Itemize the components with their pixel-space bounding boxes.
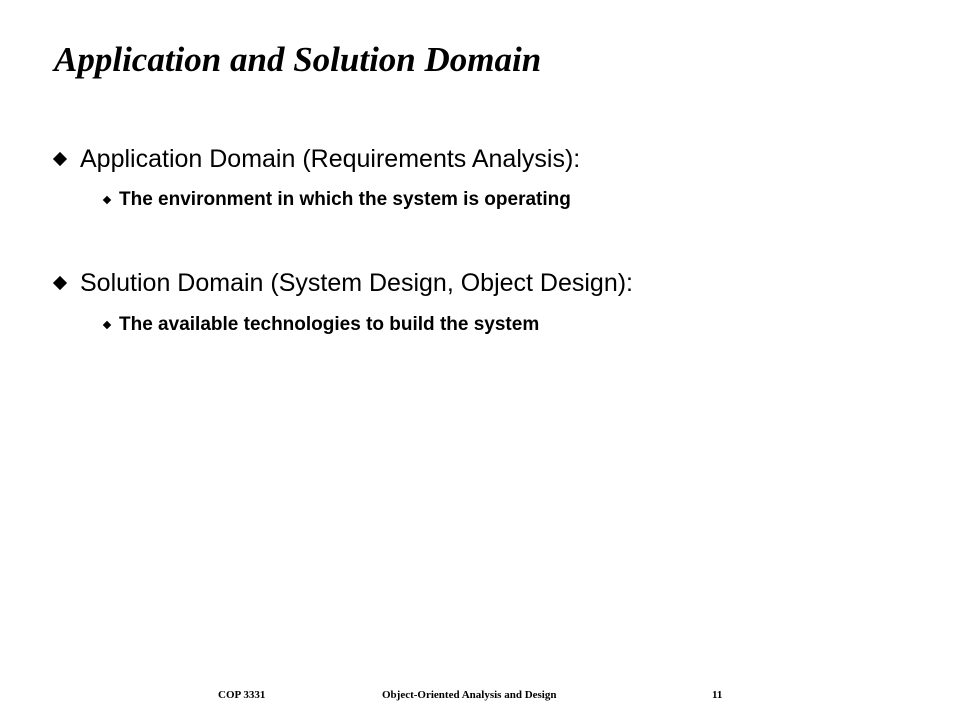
footer-course-code: COP 3331 bbox=[218, 689, 266, 701]
bullet-text: Application Domain (Requirements Analysis): bbox=[80, 144, 581, 173]
footer-page-number: 11 bbox=[712, 689, 723, 701]
slide-title: Application and Solution Domain bbox=[54, 40, 542, 79]
bullet-text: Solution Domain (System Design, Object Design): bbox=[80, 268, 634, 297]
diamond-bullet-icon bbox=[53, 152, 67, 166]
diamond-bullet-icon bbox=[53, 276, 67, 290]
small-diamond-bullet-icon bbox=[103, 196, 111, 204]
sub-bullet-text: The environment in which the system is operating bbox=[119, 189, 571, 210]
small-diamond-bullet-icon bbox=[103, 321, 111, 329]
sub-bullet-text: The available technologies to build the system bbox=[119, 314, 540, 335]
footer-course-title: Object-Oriented Analysis and Design bbox=[382, 689, 557, 701]
sub-bullet-item bbox=[102, 187, 571, 213]
sub-bullet-item bbox=[102, 312, 539, 338]
bullet-item bbox=[52, 143, 580, 175]
bullet-item bbox=[52, 267, 633, 299]
